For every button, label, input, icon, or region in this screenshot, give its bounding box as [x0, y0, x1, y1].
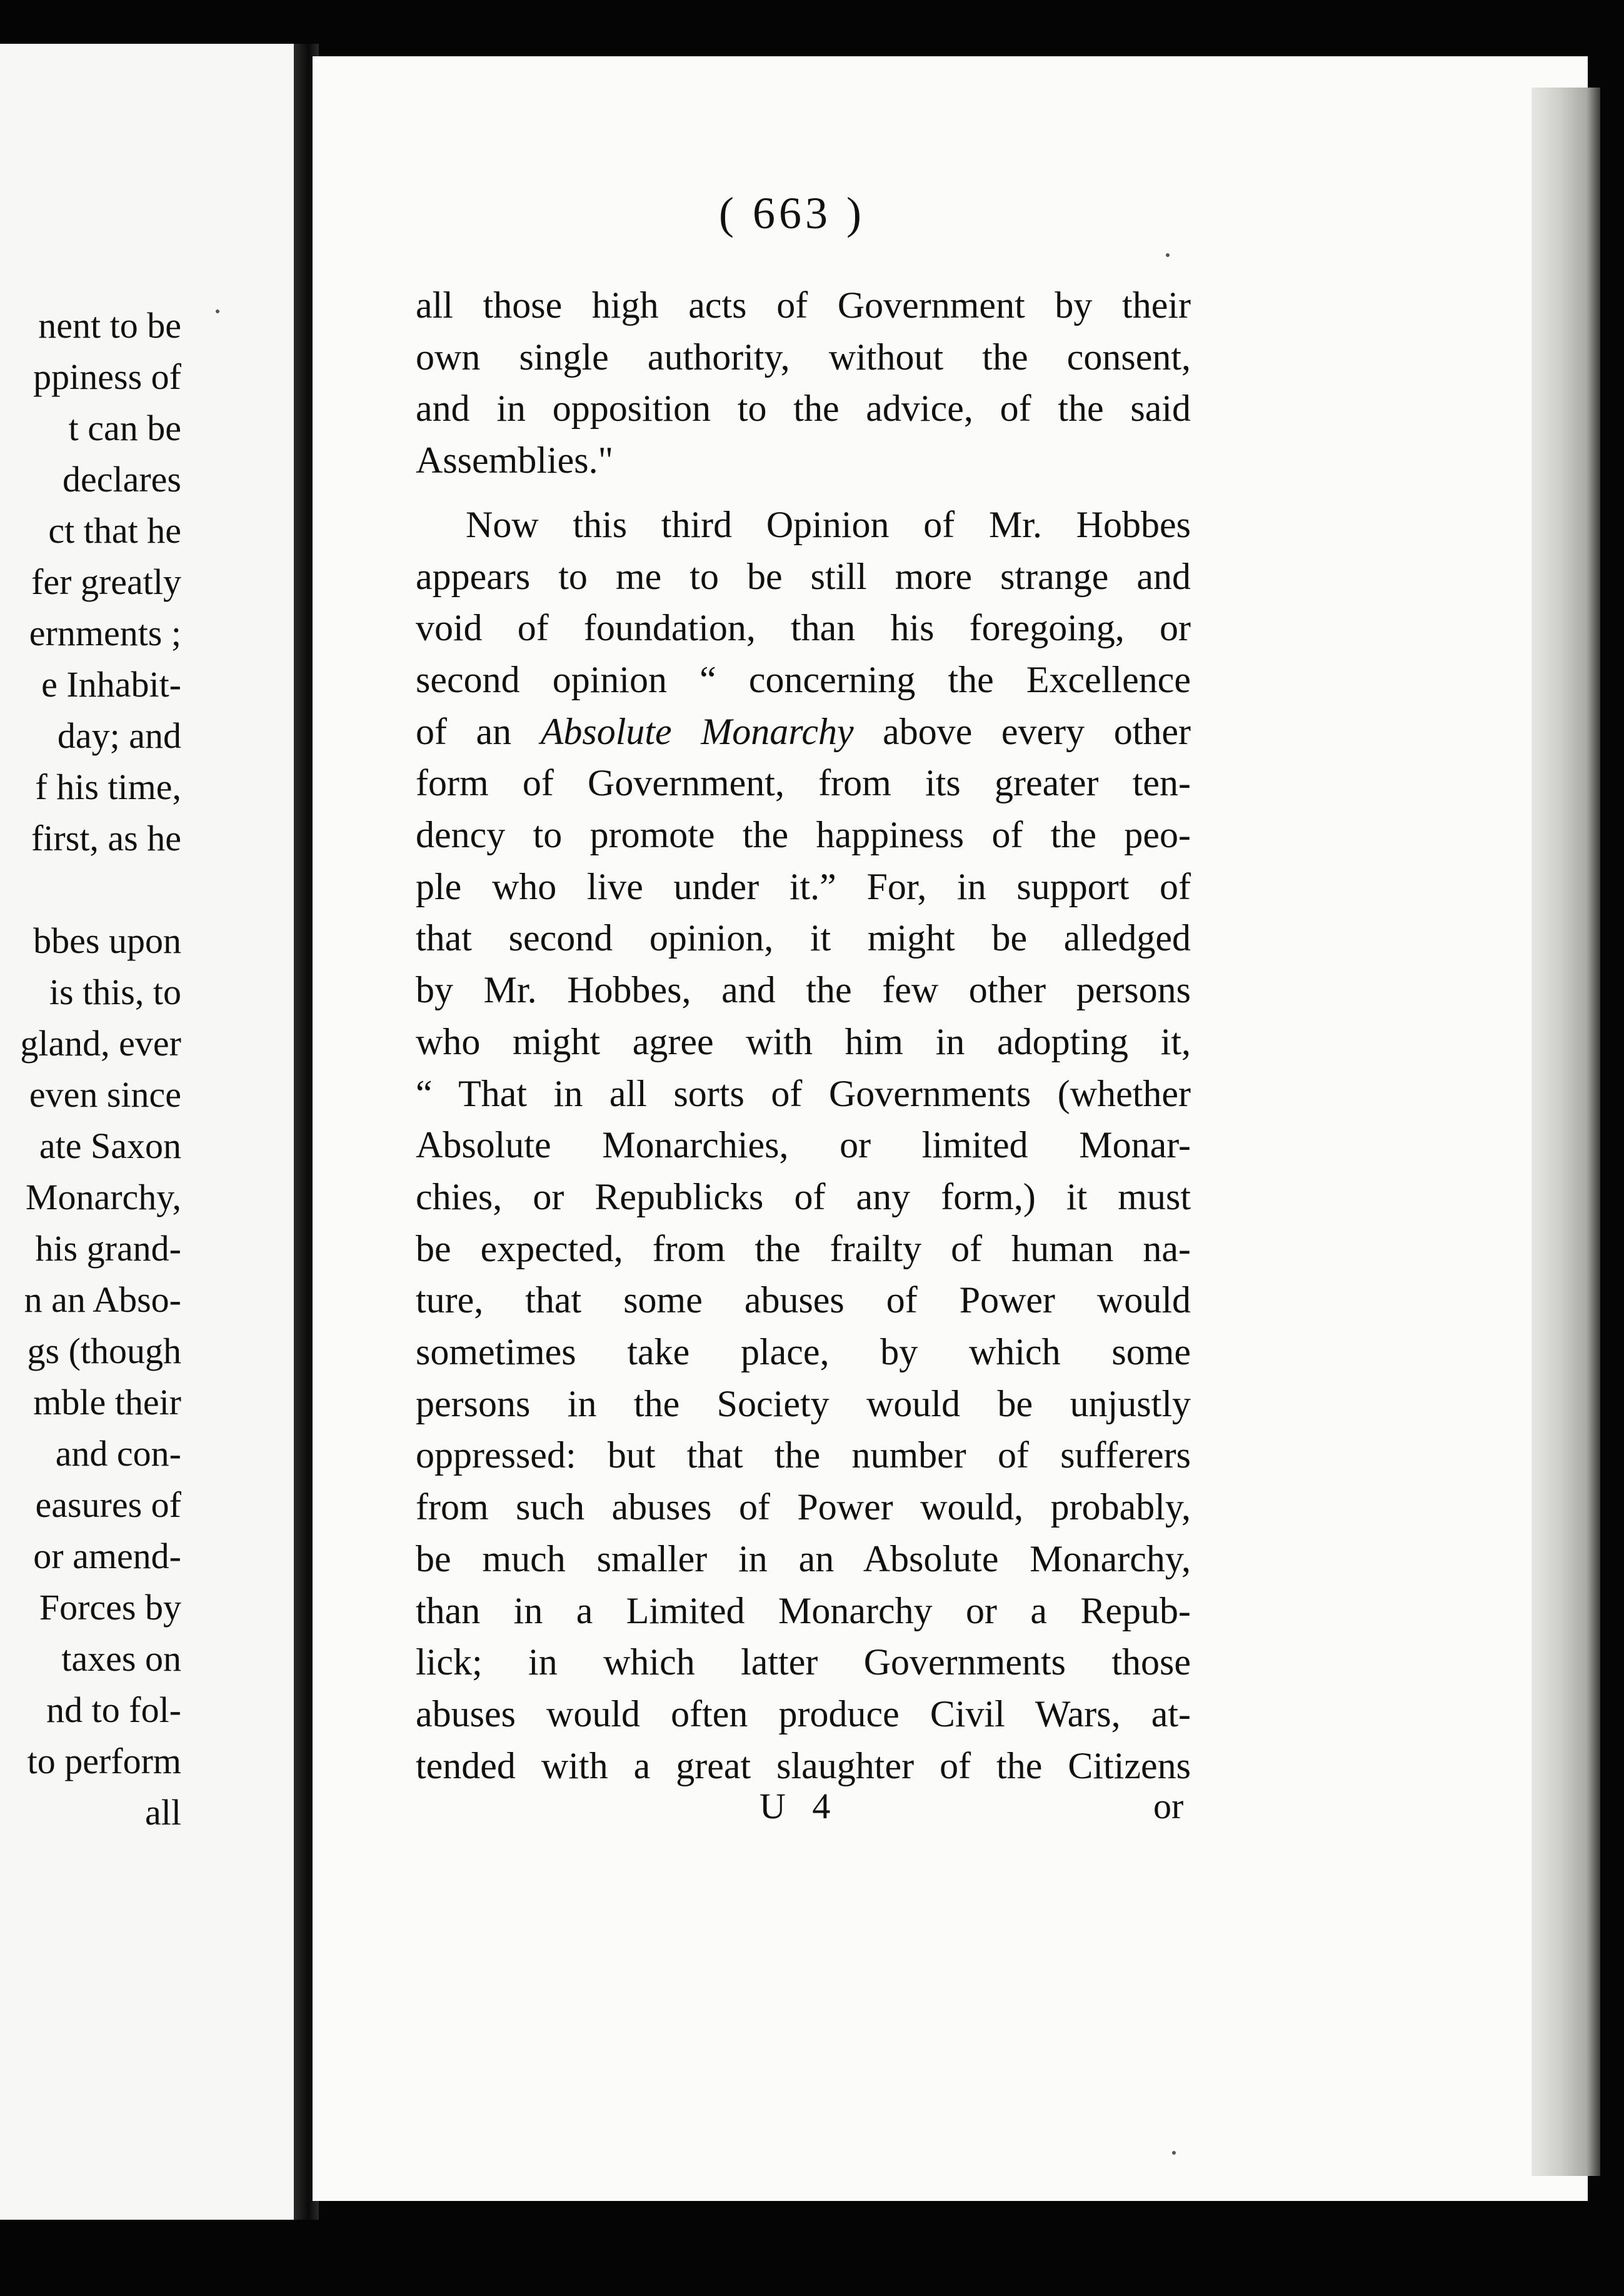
left-facing-page: [0, 44, 294, 2220]
left-line: ate Saxon: [39, 1125, 181, 1166]
text-line: tended with a great slaughter of the Citizens: [416, 1745, 1191, 1786]
left-line: his grand-: [35, 1228, 181, 1269]
text-line: ple who live under it.” For, in support of: [416, 865, 1191, 907]
left-line: e Inhabit-: [41, 664, 181, 705]
text-line-italic: of an Absolute Monarchy above every other: [416, 710, 1191, 752]
left-line: even since: [29, 1074, 181, 1115]
left-line: nd to fol-: [46, 1689, 181, 1730]
left-line: first, as he: [31, 818, 181, 858]
left-line: taxes on: [61, 1638, 181, 1679]
text-line: second opinion “ concerning the Excellence: [416, 658, 1191, 700]
text-line: own single authority, without the consent,: [416, 336, 1191, 378]
scan-speck: [216, 310, 219, 313]
text-line: who might agree with him in adopting it,: [416, 1020, 1191, 1062]
text-line: sometimes take place, by which some: [416, 1331, 1191, 1373]
left-line: easures of: [35, 1484, 181, 1525]
text-line: form of Government, from its greater ten-: [416, 762, 1191, 804]
left-line: to perform: [27, 1741, 181, 1781]
text-line: and in opposition to the advice, of the said: [416, 388, 1191, 430]
text-line: by Mr. Hobbes, and the few other persons: [416, 969, 1191, 1011]
page-edge-shadow: [1531, 88, 1600, 2176]
page-body-text: [416, 279, 1191, 1791]
text-line: be much smaller in an Absolute Monarchy,: [416, 1538, 1191, 1579]
left-line: t can be: [68, 408, 181, 448]
left-line: mble their: [33, 1382, 181, 1422]
text-line: be expected, from the frailty of human na-: [416, 1227, 1191, 1269]
text-line: persons in the Society would be unjustly: [416, 1382, 1191, 1424]
text-line: Assemblies.": [416, 440, 614, 481]
left-line: nent to be: [38, 305, 181, 346]
paragraph-start-line: Now this third Opinion of Mr. Hobbes: [466, 503, 1191, 545]
left-line: is this, to: [49, 972, 181, 1012]
left-line: n an Abso-: [24, 1279, 181, 1320]
text-line: appears to me to be still more strange and: [416, 555, 1191, 597]
text-line: chies, or Republicks of any form,) it must: [416, 1176, 1191, 1217]
left-line: and con-: [55, 1433, 181, 1474]
signature-mark: U 4: [759, 1786, 840, 1826]
italic-phrase: Absolute Monarchy: [540, 710, 854, 752]
left-line: Monarchy,: [25, 1177, 181, 1217]
page-number-header: ( 663 ): [719, 188, 865, 238]
text-line: all those high acts of Government by their: [416, 284, 1191, 326]
left-line: ernments ;: [29, 613, 181, 653]
text-line: “ That in all sorts of Governments (whether: [416, 1072, 1191, 1114]
left-line: or amend-: [33, 1536, 181, 1576]
left-line: bbes upon: [33, 920, 181, 961]
left-line: Forces by: [39, 1587, 181, 1628]
left-line: fer greatly: [31, 561, 181, 602]
text-line: lick; in which latter Governments those: [416, 1641, 1191, 1683]
left-line: gs (though: [27, 1331, 181, 1371]
left-line: gland, ever: [20, 1023, 181, 1064]
text-line: abuses would often produce Civil Wars, at-: [416, 1693, 1191, 1735]
text-line: than in a Limited Monarchy or a Repub-: [416, 1589, 1191, 1631]
left-line: day; and: [57, 715, 181, 756]
scan-speck: [1166, 253, 1170, 257]
left-line: ppiness of: [33, 356, 181, 397]
text-line: ture, that some abuses of Power would: [416, 1279, 1191, 1321]
text-line: from such abuses of Power would, probably,: [416, 1486, 1191, 1528]
left-line: declares: [63, 459, 181, 500]
left-line: ct that he: [48, 510, 181, 551]
catchword: or: [1153, 1786, 1184, 1826]
scan-speck: [1172, 2151, 1176, 2155]
text-line: dency to promote the happiness of the peo-: [416, 814, 1191, 856]
text-line: Absolute Monarchies, or limited Monar-: [416, 1124, 1191, 1166]
text-line: oppressed: but that the number of sufferers: [416, 1434, 1191, 1476]
text-line: void of foundation, than his foregoing, or: [416, 607, 1191, 649]
left-line: f his time,: [35, 767, 181, 807]
left-line: all: [145, 1792, 181, 1833]
text-line: that second opinion, it might be alledged: [416, 917, 1191, 959]
